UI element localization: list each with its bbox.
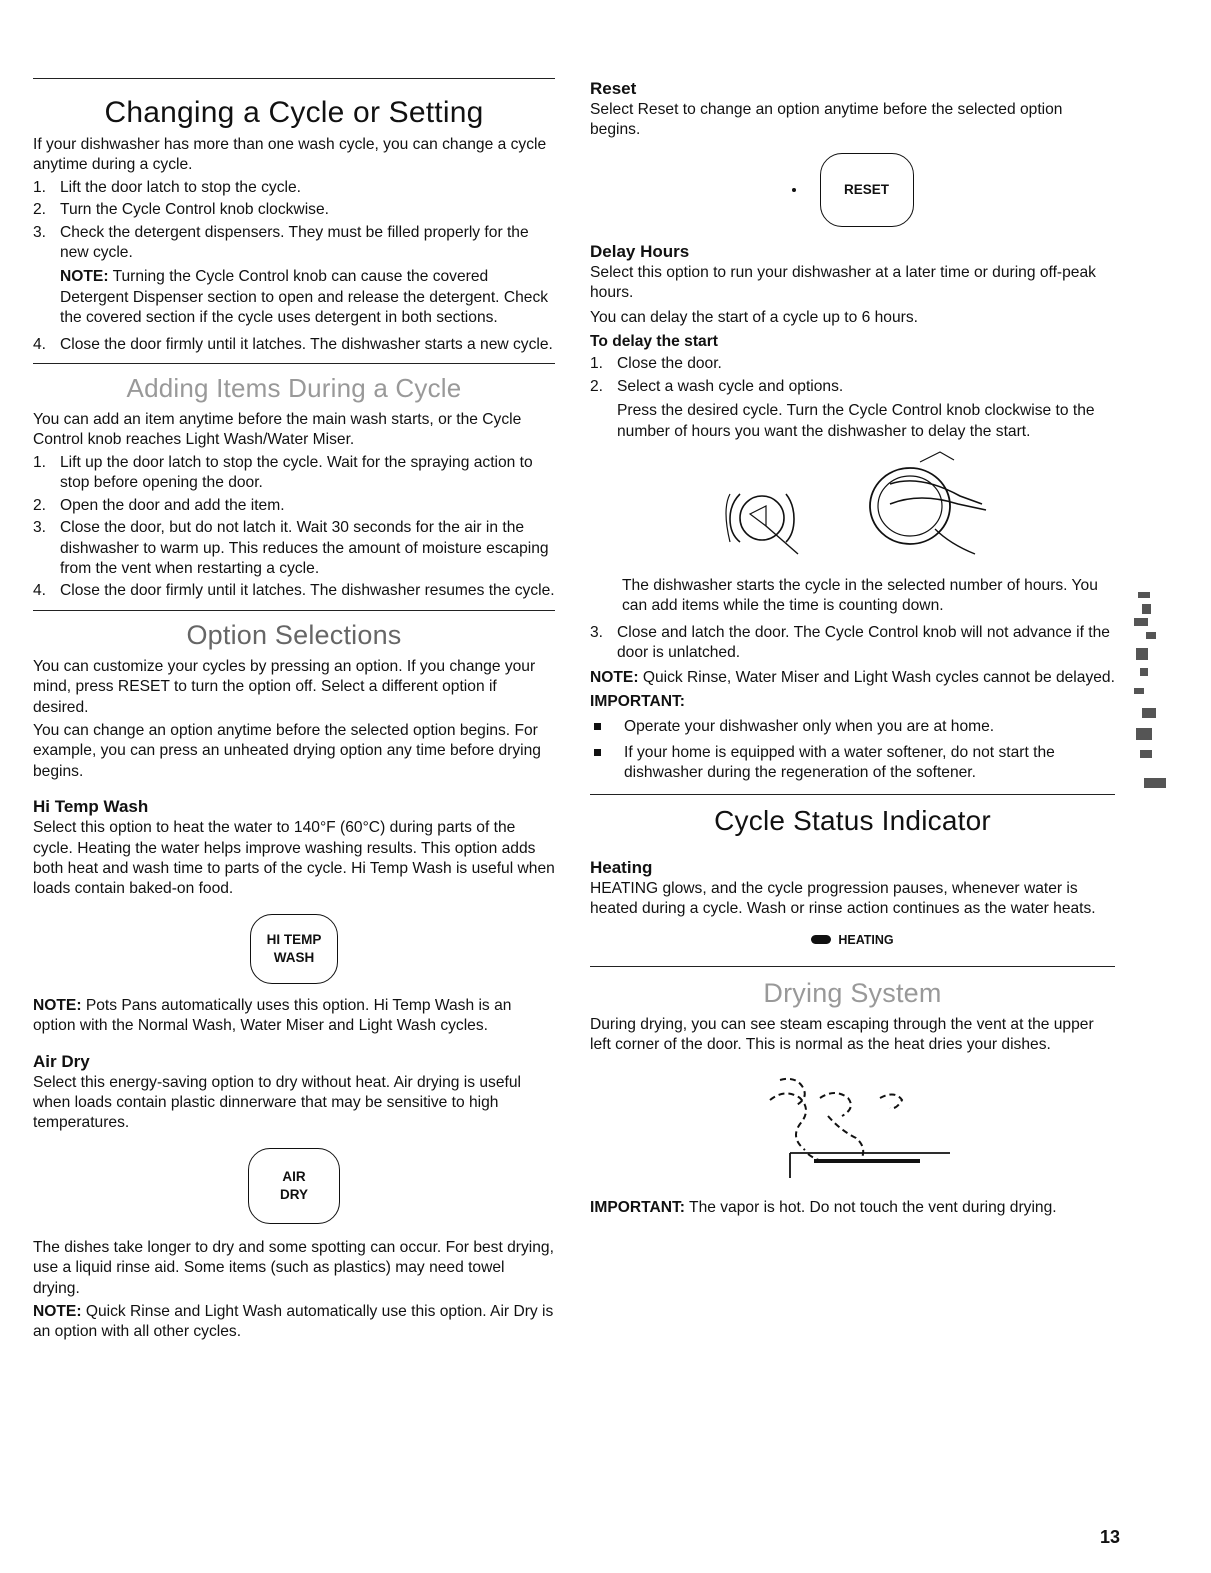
delay-p2: You can delay the start of a cycle up to 6 hours.	[590, 308, 918, 326]
hitemp-text: Select this option to heat the water to 140°F (60°C) during parts of the cycle. Heating the water helps improve washing results. This option adds both heat and wash time to parts of the cycle. Hi Temp Wash is useful when loads contain baked-on food.	[33, 819, 555, 898]
steam-illustration	[590, 1058, 1115, 1198]
section-title-drying: Drying System	[763, 977, 942, 1008]
delay-steps-cont	[590, 623, 1115, 664]
options-p1: You can customize your cycles by pressing an option. If you change your mind, press RESET to turn the option off. Select a different option if desired.	[33, 657, 536, 716]
section-title-adding: Adding Items During a Cycle	[126, 373, 462, 404]
delay-sub: To delay the start	[590, 333, 718, 351]
right-column	[590, 78, 1115, 1220]
airdry-text: Select this energy-saving option to dry without heat. Air drying is useful when loads contain plastic dinnerware that may be sensitive to high temperatures.	[33, 1073, 521, 1132]
airdry-note: NOTE: Quick Rinse and Light Wash automatically use this option. Air Dry is an option with all other cycles.	[33, 1303, 554, 1341]
section-divider	[33, 363, 555, 364]
adding-intro: You can add an item anytime before the main wash starts, or the Cycle Control knob reaches Light Wash/Water Miser.	[33, 411, 522, 449]
section-title-changing: Changing a Cycle or Setting	[104, 96, 484, 129]
air-dry-button: AIR DRY	[248, 1148, 340, 1224]
knob-turn-icon	[590, 444, 1115, 576]
section-divider	[33, 610, 555, 611]
drying-text: During drying, you can see steam escaping through the vent at the upper left corner of the door. This is normal as the heat dries your dishes.	[590, 1015, 1094, 1054]
changing-note: NOTE: Turning the Cycle Control knob can cause the covered Detergent Dispenser section to open and release the detergent. Check the covered section if the cycle uses detergent in both sections.	[60, 268, 549, 327]
list-item: 1. Lift the door latch to stop the cycle.	[33, 178, 301, 196]
knob-illustration	[590, 444, 1115, 576]
section-title-options: Option Selections	[186, 619, 402, 650]
delay-bullets	[590, 717, 1115, 784]
changing-intro: If your dishwasher has more than one wash cycle, you can change a cycle anytime during a cycle.	[33, 136, 547, 174]
reset-heading: Reset	[590, 79, 637, 98]
section-divider	[590, 794, 1115, 795]
delay-important-label: IMPORTANT:	[590, 693, 685, 711]
list-item: 1. Lift up the door latch to stop the cycle. Wait for the spraying action to stop before opening the door.	[33, 453, 533, 492]
list-item: 2. Turn the Cycle Control knob clockwise.	[33, 201, 329, 219]
delay-after-fig: The dishwasher starts the cycle in the selected number of hours. You can add items while the time is counting down.	[622, 577, 1098, 615]
dot-icon	[792, 188, 796, 192]
list-item: 2. Open the door and add the item.	[33, 496, 285, 514]
adding-steps	[33, 453, 555, 602]
left-column	[33, 78, 555, 1345]
heating-text: HEATING glows, and the cycle progression pauses, whenever water is heated during a cycle. Wash or rinse action continues as the water heats.	[590, 879, 1096, 918]
options-p2: You can change an option anytime before the selected option begins. For example, you can press an unheated drying option any time before drying begins.	[33, 721, 541, 780]
hitemp-heading: Hi Temp Wash	[33, 797, 149, 817]
list-item: 1. Close the door.	[590, 355, 722, 373]
indicator-light-icon	[811, 935, 831, 944]
scan-artifact-icon	[1130, 588, 1178, 808]
airdry-heading: Air Dry	[33, 1051, 90, 1071]
list-item: 2. Select a wash cycle and options. Press the desired cycle. Turn the Cycle Control knob clockwise to the number of hours you want the dishwasher to delay the start.	[590, 377, 1115, 442]
drying-important: IMPORTANT: The vapor is hot. Do not touch the vent during drying.	[590, 1198, 1057, 1216]
reset-button: RESET	[820, 153, 914, 227]
airdry-text2: The dishes take longer to dry and some spotting can occur. For best drying, use a liquid rinse aid. Some items (such as plastics) may need towel drying.	[33, 1238, 554, 1297]
delay-heading: Delay Hours	[590, 241, 690, 261]
heating-indicator	[590, 930, 1115, 950]
reset-text: Select Reset to change an option anytime before the selected option begins.	[590, 101, 1063, 139]
list-item: Operate your dishwasher only when you are at home.	[590, 717, 1115, 737]
list-item: 3. Close the door, but do not latch it. Wait 30 seconds for the air in the dishwasher to warm up. This reduces the amount of moisture escaping from the vent when restarting a cycle.	[33, 519, 549, 577]
section-divider	[590, 966, 1115, 967]
delay-step2-detail: Press the desired cycle. Turn the Cycle Control knob clockwise to the number of hours you want the dishwasher to delay the start.	[617, 402, 1095, 440]
list-item: 3. Check the detergent dispensers. They must be filled properly for the new cycle. NOTE: Turning the Cycle Control knob can cause the covered Detergent Dispenser section to open and release the detergent. Check the covered section if the cycle uses detergent in both sections.	[33, 223, 555, 329]
list-item: 4. Close the door firmly until it latches. The dishwasher resumes the cycle.	[33, 582, 555, 600]
list-item: If your home is equipped with a water softener, do not start the dishwasher during the regeneration of the softener.	[590, 743, 1115, 784]
section-title-status: Cycle Status Indicator	[714, 804, 991, 836]
page-number: 13	[1099, 1527, 1120, 1547]
heating-heading: Heating	[590, 857, 653, 877]
list-item: 4. Close the door firmly until it latches. The dishwasher starts a new cycle.	[33, 335, 553, 353]
changing-steps	[33, 178, 555, 355]
section-divider	[33, 78, 555, 79]
hi-temp-wash-button: HI TEMP WASH	[250, 914, 338, 984]
steam-vent-icon	[590, 1058, 1115, 1198]
list-item: 3. Close and latch the door. The Cycle Control knob will not advance if the door is unlatched.	[590, 623, 1110, 662]
indicator-label: HEATING	[838, 932, 894, 947]
hitemp-note: NOTE: Pots Pans automatically uses this option. Hi Temp Wash is an option with the Normal Wash, Water Miser and Light Wash cycles.	[33, 996, 512, 1035]
delay-p1: Select this option to run your dishwasher at a later time or during off-peak hours.	[590, 263, 1096, 302]
delay-steps	[590, 354, 1115, 442]
delay-note: NOTE: Quick Rinse, Water Miser and Light Wash cycles cannot be delayed.	[590, 668, 1115, 686]
